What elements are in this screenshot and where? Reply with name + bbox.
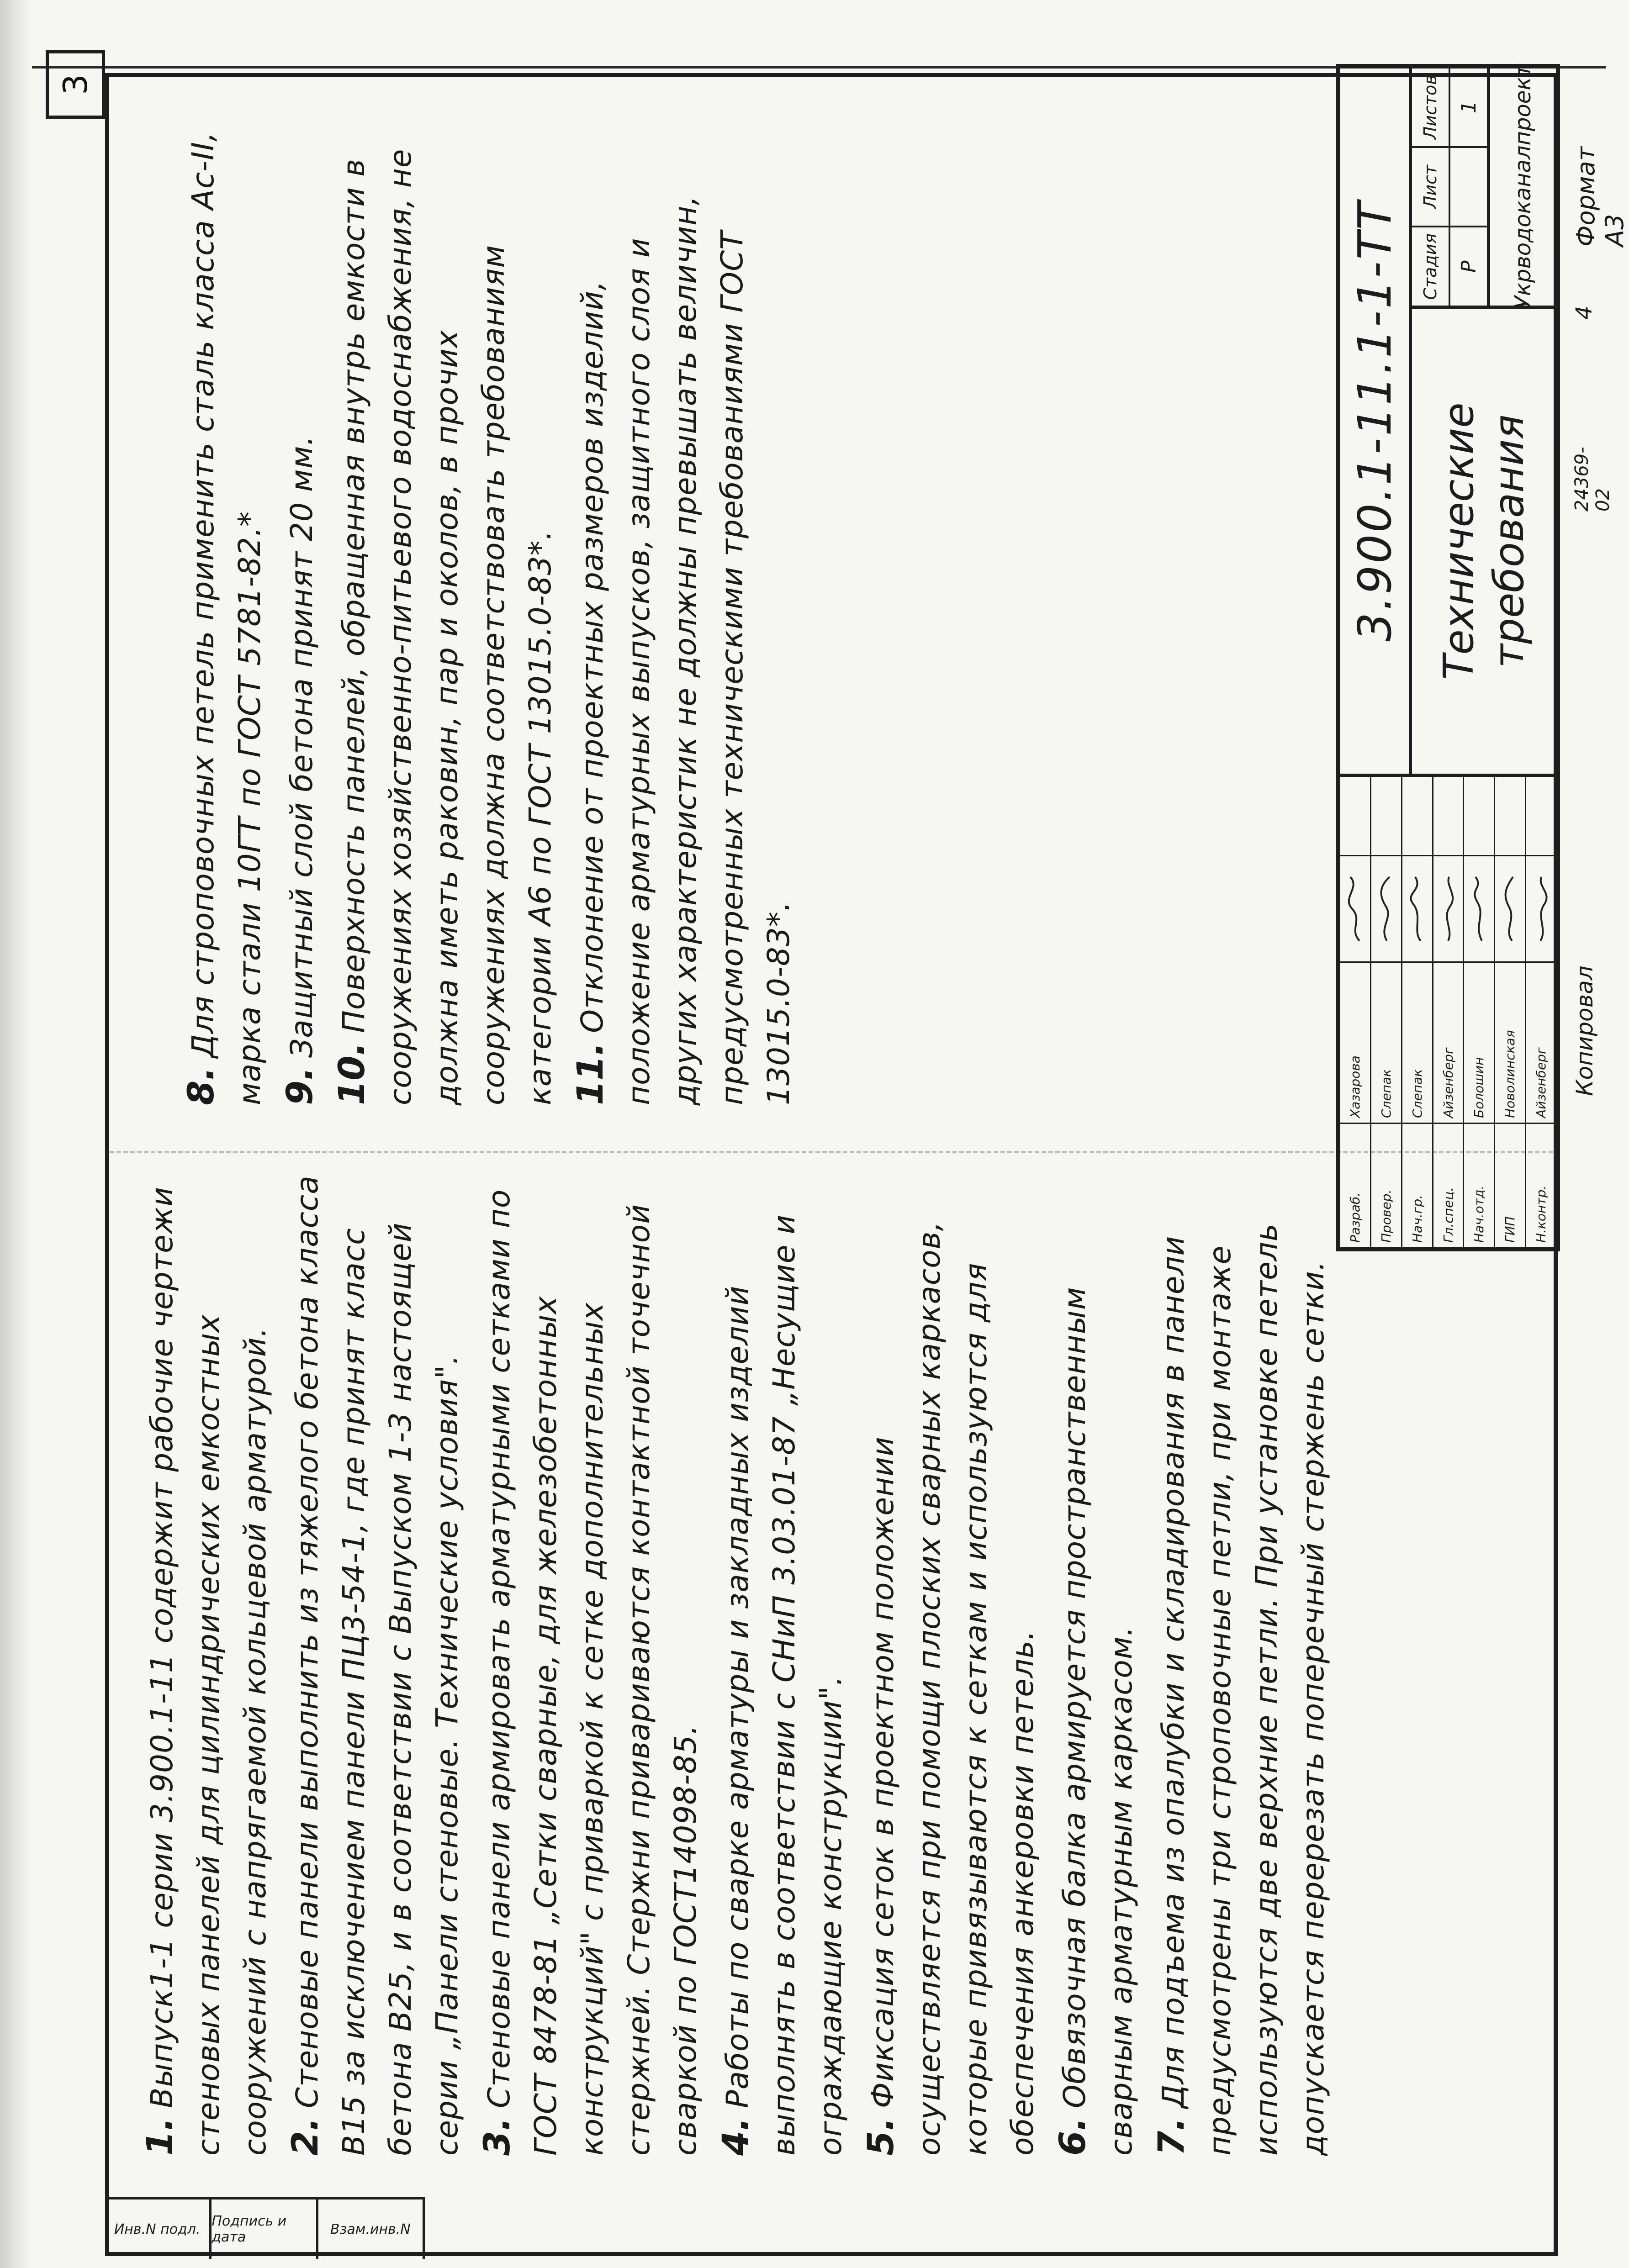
note-number: 11. <box>570 1042 611 1105</box>
signer-role: Нач.отд. <box>1464 1123 1494 1247</box>
note-number: 8. <box>181 1067 222 1105</box>
note-text: Обвязочная балка армируется пространственным сварным арматурным каркасом. <box>1057 1287 1139 2156</box>
note-text: Для строповочных петель применить сталь класса Ас-II, марка стали 10ГТ по ГОСТ 5781-82.* <box>185 132 267 1105</box>
signer-role: Разраб. <box>1340 1123 1370 1247</box>
note-number: 10. <box>332 1042 373 1105</box>
signature <box>1526 855 1556 961</box>
sheets-header: Листов <box>1420 74 1440 140</box>
note-item <box>277 123 325 1105</box>
stage-value: Р <box>1450 226 1487 306</box>
sheet-header: Лист <box>1412 146 1449 226</box>
signer-role: Н.контр. <box>1526 1123 1556 1247</box>
title-line: Технические <box>1434 402 1483 680</box>
note-number: 4. <box>715 2117 756 2156</box>
date-cell <box>1495 777 1525 855</box>
document-code: 3.900.1-11.1-1-ТТ <box>1340 68 1412 774</box>
format-label: Формат А3 <box>1571 146 1629 247</box>
note-item <box>1148 1174 1337 2156</box>
note-item <box>282 1174 471 2156</box>
stage-header: Стадия <box>1412 226 1449 306</box>
signature <box>1495 855 1525 961</box>
inventory-stamps <box>105 2197 425 2259</box>
note-text: Выпуск1-1 серии 3.900.1-11 содержит рабочие чертежи стеновых панелей для цилиндрических емкостных сооружений с напрягаемой кольцевой арматурой. <box>144 1186 273 2156</box>
note-text: Отклонение от проектных размеров изделий, положение арматурных выпусков, защитного слоя и других характеристик не должны превышать величин, предусмотренных техническими требованиями ГОСТ 13015.0-83*. <box>575 195 796 1105</box>
title-block-body <box>1412 64 1556 774</box>
note-item <box>178 123 273 1105</box>
signer-row <box>1402 777 1433 1247</box>
stage-header-row <box>1412 68 1450 306</box>
title-line: требования <box>1485 414 1533 668</box>
copied-by-label: Копировал <box>1571 965 1598 1096</box>
signer-name: Слепак <box>1371 961 1401 1123</box>
signer-role: Провер. <box>1371 1123 1401 1247</box>
note-text: Работы по сварке арматуры и закладных изделий выполнять в соответствии с СНиП 3.03.01-87 „Несущие и ограждающие конструкции". <box>720 1214 848 2156</box>
note-number: 6. <box>1053 2117 1094 2156</box>
signature <box>1340 855 1370 961</box>
signer-row <box>1526 777 1556 1247</box>
signer-row <box>1371 777 1402 1247</box>
note-item <box>1050 1174 1145 2156</box>
signer-name: Айзенберг <box>1526 961 1556 1123</box>
scan-edge <box>0 0 32 2268</box>
date-cell <box>1464 777 1494 855</box>
signer-name: Хазарова <box>1340 961 1370 1123</box>
note-text: Фиксация сеток в проектном положении осуществляется при помощи плоских сварных каркасов, которые привязываются к сеткам и используются для обеспечения анкеровки петель. <box>865 1221 1040 2156</box>
replacement-inventory-cell: Взам.инв.N <box>318 2199 425 2259</box>
page-number: 4 <box>1571 306 1597 320</box>
note-number: 3. <box>477 2117 518 2156</box>
date-cell <box>1433 777 1463 855</box>
signer-row <box>1340 777 1371 1247</box>
signer-row <box>1495 777 1526 1247</box>
signer-role: Гл.спец. <box>1433 1123 1463 1247</box>
stage-sheets-block <box>1412 64 1556 310</box>
signer-role: Нач.гр. <box>1402 1123 1432 1247</box>
sheet-value <box>1450 146 1487 226</box>
title-block <box>1336 64 1560 1251</box>
note-item <box>137 1174 279 2156</box>
note-item <box>567 123 802 1105</box>
note-text: Защитный слой бетона принят 20 мм. <box>284 435 319 1058</box>
date-cell <box>1371 777 1401 855</box>
signer-name: Айзенберг <box>1433 961 1463 1123</box>
note-number: 7. <box>1151 2117 1192 2156</box>
document-title <box>1412 306 1556 774</box>
sheets-value: 1 <box>1457 100 1481 114</box>
signer-name: Новолинская <box>1495 961 1525 1123</box>
note-item <box>858 1174 1046 2156</box>
note-text: Для подъема из опалубки и складирования в панели предусмотрены три строповочные петли, при монтаже используются две верхние петли. При установке петель допускается перерезать поперечный стержень сетки. <box>1156 1223 1331 2156</box>
note-text: Стеновые панели армировать арматурными сетками по ГОСТ 8478-81 „Сетки сварные, для железобетонных конструкций" с приваркой к сетке дополнительных стержней. Стержни привариваются контактной точечной сваркой по ГОСТ14098-85. <box>481 1189 703 2156</box>
signer-name: Слепак <box>1402 961 1432 1123</box>
date-cell <box>1402 777 1432 855</box>
signers-table <box>1340 774 1556 1247</box>
organization-name: Укрводоканалпроект <box>1510 64 1536 310</box>
note-text: Поверхность панелей, обращенная внутрь емкости в сооружениях хозяйственно-питьевого водоснабжения, не должна иметь раковин, пар и околов, в прочих сооружениях должна соответствовать требованиям категории А6 по ГОСТ 13015.0-83*. <box>336 148 558 1105</box>
note-item <box>713 1174 854 2156</box>
signature-date-cell: Подпись и дата <box>212 2199 318 2259</box>
signature <box>1402 855 1432 961</box>
title-block-wrapper <box>1336 64 1560 1251</box>
title-block-main <box>1340 64 1556 774</box>
signer-role: ГИП <box>1495 1123 1525 1247</box>
note-number: 9. <box>280 1067 321 1105</box>
top-strip <box>32 0 1606 69</box>
note-item <box>329 123 564 1105</box>
note-text: Стеновые панели выполнить из тяжелого бетона класса В15 за исключением панели ПЦ3-54-1, где принят класс бетона В25, и в соответствии с Выпуском 1-3 настоящей серии „Панели стеновые. Технические условия". <box>290 1175 465 2156</box>
inventory-number-cell: Инв.N подл. <box>105 2199 212 2259</box>
date-cell <box>1526 777 1556 855</box>
signer-row <box>1433 777 1465 1247</box>
doc-number: 24369-02 <box>1571 447 1613 512</box>
sheet-number: 3 <box>56 74 95 95</box>
note-item <box>474 1174 709 2156</box>
note-number: 2. <box>285 2117 326 2156</box>
left-notes-column <box>137 1174 1340 2156</box>
note-number: 1. <box>140 2117 181 2156</box>
stage-value-row <box>1450 68 1490 306</box>
signer-row <box>1464 777 1495 1247</box>
signature <box>1464 855 1494 961</box>
signer-name: Болошин <box>1464 961 1494 1123</box>
right-notes-column <box>178 123 806 1105</box>
sheet-number-box <box>46 50 105 119</box>
signature <box>1433 855 1463 961</box>
date-cell <box>1340 777 1370 855</box>
note-number: 5. <box>861 2117 902 2156</box>
signature <box>1371 855 1401 961</box>
